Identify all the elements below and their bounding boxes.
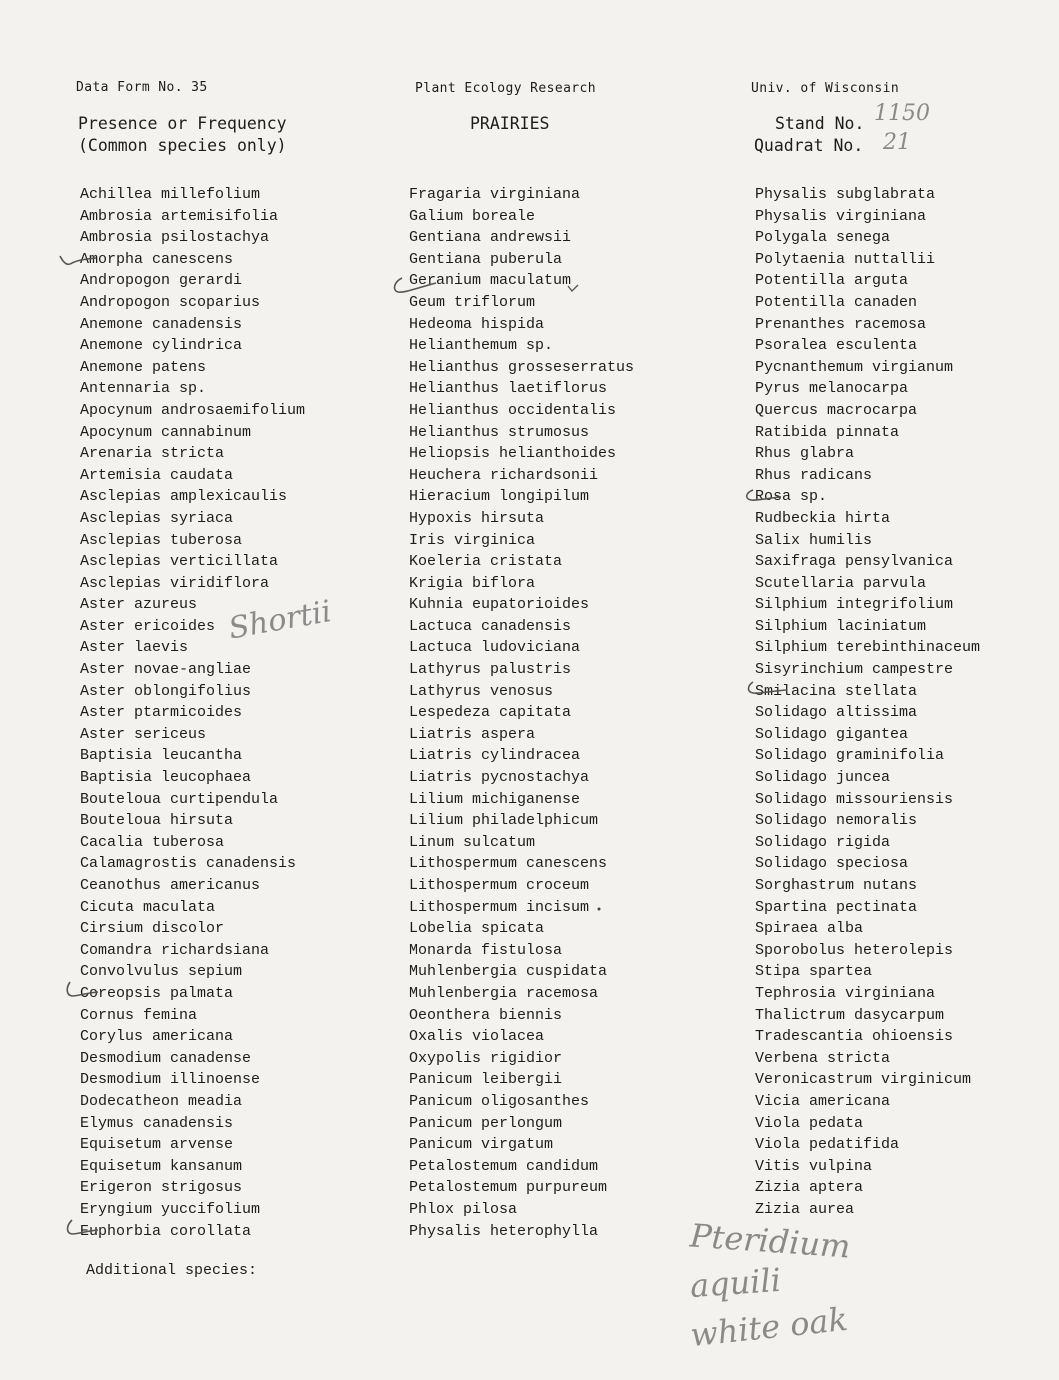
organization: Plant Ecology Research <box>415 81 596 96</box>
species-item: Aster laevis <box>80 639 189 657</box>
aster-handwritten-note: Shortii <box>226 594 335 647</box>
species-item: Helianthus occidentalis <box>409 401 617 419</box>
species-item: Artemisia caudata <box>80 466 234 484</box>
species-item: Convolvulus sepium <box>80 963 243 981</box>
species-item: Lespedeza capitata <box>409 704 572 722</box>
species-item: Lactuca canadensis <box>409 617 572 635</box>
checkmark-icon <box>743 487 783 505</box>
species-item: Aster novae-angliae <box>80 661 252 679</box>
species-item: Gentiana puberula <box>409 250 563 268</box>
dot-mark-icon <box>594 904 604 914</box>
species-item: Panicum oligosanthes <box>409 1092 590 1110</box>
species-item: Helianthemum sp. <box>409 337 554 355</box>
species-item: Solidago juncea <box>755 769 891 787</box>
species-item: Euphorbia corollata <box>80 1222 252 1240</box>
species-item: Solidago gigantea <box>755 725 909 743</box>
species-item: Muhlenbergia cuspidata <box>409 963 608 981</box>
species-item: Baptisia leucophaea <box>80 769 252 787</box>
species-item: Solidago speciosa <box>755 855 909 873</box>
species-item: Liatris aspera <box>409 725 536 743</box>
species-item: Anemone cylindrica <box>80 337 243 355</box>
species-item: Spiraea alba <box>755 920 864 938</box>
species-item: Helianthus grosseserratus <box>409 358 635 376</box>
species-item: Lobelia spicata <box>409 920 545 938</box>
species-item: Oxalis violacea <box>409 1028 545 1046</box>
species-item: Petalostemum candidum <box>409 1157 599 1175</box>
species-column-1 <box>80 184 305 1242</box>
species-item: Saxifraga pensylvanica <box>755 553 954 571</box>
checkmark-icon <box>64 980 100 1000</box>
species-item: Verbena stricta <box>755 1049 891 1067</box>
species-item: Cacalia tuberosa <box>80 833 225 851</box>
species-item: Elymus canadensis <box>80 1114 234 1132</box>
species-item: Pyrus melanocarpa <box>755 380 909 398</box>
form-number: Data Form No. 35 <box>76 80 208 95</box>
species-item: Lithospermum croceum <box>409 877 590 894</box>
stand-number-handwritten: 1150 <box>874 101 930 126</box>
species-item: Rhus radicans <box>755 466 873 484</box>
species-item: Physalis subglabrata <box>755 186 936 203</box>
species-item: Spartina pectinata <box>755 898 918 916</box>
species-item: Helianthus laetiflorus <box>409 380 608 398</box>
species-item: Galium boreale <box>409 207 536 225</box>
species-item: Andropogon scoparius <box>80 293 261 311</box>
species-item: Sporobolus heterolepis <box>755 941 954 959</box>
species-item: Lathyrus palustris <box>409 661 572 679</box>
species-item: Asclepias syriaca <box>80 509 234 527</box>
species-item: Muhlenbergia racemosa <box>409 984 599 1002</box>
species-item: Iris virginica <box>409 531 536 549</box>
species-item: Potentilla canaden <box>755 293 918 311</box>
species-item: Aster ptarmicoides <box>80 704 243 722</box>
species-item: Ambrosia artemisifolia <box>80 207 279 225</box>
species-item: Quercus macrocarpa <box>755 401 918 419</box>
species-item: Eryngium yuccifolium <box>80 1200 261 1218</box>
species-item: Solidago altissima <box>755 704 918 722</box>
species-item: Silphium laciniatum <box>755 617 927 635</box>
species-item: Bouteloua hirsuta <box>80 812 234 830</box>
species-item: Liatris pycnostachya <box>409 769 590 787</box>
species-item: Ratibida pinnata <box>755 423 900 441</box>
university: Univ. of Wisconsin <box>751 81 900 96</box>
species-column-2 <box>409 184 634 1242</box>
additional-species-label: Additional species: <box>86 1262 258 1279</box>
presence-label-line2: (Common species only) <box>78 136 287 155</box>
species-item: Viola pedata <box>755 1114 864 1132</box>
species-item: Asclepias viridiflora <box>80 574 270 592</box>
species-item: Anemone canadensis <box>80 315 243 333</box>
species-item: Aster sericeus <box>80 725 207 743</box>
species-item: Lathyrus venosus <box>409 682 554 700</box>
presence-label-line1: Presence or Frequency <box>78 114 287 133</box>
species-item: Zizia aptera <box>755 1179 864 1197</box>
species-item: Psoralea esculenta <box>755 337 918 355</box>
species-item: Antennaria sp. <box>80 380 207 398</box>
checkmark-icon <box>64 1218 100 1238</box>
quadrat-number-handwritten: 21 <box>883 130 911 155</box>
quadrat-label: Quadrat No. <box>754 136 864 155</box>
species-item: Baptisia leucantha <box>80 747 243 765</box>
species-item: Anemone patens <box>80 358 207 376</box>
species-item: Helianthus strumosus <box>409 423 590 441</box>
species-item: Physalis heterophylla <box>409 1222 599 1240</box>
species-item: Krigia biflora <box>409 574 536 592</box>
species-item: Smilacina stellata <box>755 682 918 700</box>
species-item: Cicuta maculata <box>80 898 216 916</box>
species-item: Salix humilis <box>755 531 873 549</box>
species-item: Zizia aurea <box>755 1200 855 1218</box>
species-item: Petalostemum purpureum <box>409 1179 608 1197</box>
species-item: Dodecatheon meadia <box>80 1092 243 1110</box>
species-item: Ceanothus americanus <box>80 877 261 894</box>
species-item: Heuchera richardsonii <box>409 466 599 484</box>
species-item: Phlox pilosa <box>409 1200 518 1218</box>
species-item: Lithospermum incisum <box>409 898 590 916</box>
species-item: Solidago rigida <box>755 833 891 851</box>
species-item: Cirsium discolor <box>80 920 225 938</box>
species-item: Scutellaria parvula <box>755 574 927 592</box>
species-item: Hypoxis hirsuta <box>409 509 545 527</box>
species-item: Lilium philadelphicum <box>409 812 599 830</box>
species-item: Gentiana andrewsii <box>409 229 572 247</box>
species-item: Thalictrum dasycarpum <box>755 1006 945 1024</box>
species-item: Solidago missouriensis <box>755 790 954 808</box>
stand-label: Stand No. <box>775 114 865 133</box>
species-item: Lactuca ludoviciana <box>409 639 581 657</box>
species-item: Lilium michiganense <box>409 790 581 808</box>
species-item: Andropogon gerardi <box>80 272 243 290</box>
species-item: Monarda fistulosa <box>409 941 563 959</box>
species-item: Panicum perlongum <box>409 1114 563 1132</box>
species-item: Asclepias verticillata <box>80 553 279 571</box>
species-item: Potentilla arguta <box>755 272 909 290</box>
form-title: PRAIRIES <box>470 114 550 133</box>
species-item: Vitis vulpina <box>755 1157 873 1175</box>
species-column-3 <box>755 184 980 1221</box>
species-item: Fragaria virginiana <box>409 186 581 203</box>
species-item: Solidago nemoralis <box>755 812 918 830</box>
species-item: Polytaenia nuttallii <box>755 250 936 268</box>
species-item: Veronicastrum virginicum <box>755 1071 972 1089</box>
checkmark-icon <box>745 680 789 698</box>
species-item: Hieracium longipilum <box>409 488 590 506</box>
species-item: Bouteloua curtipendula <box>80 790 279 808</box>
species-item: Liatris cylindracea <box>409 747 581 765</box>
species-item: Lithospermum canescens <box>409 855 608 873</box>
species-item: Cornus femina <box>80 1006 198 1024</box>
species-item: Rudbeckia hirta <box>755 509 891 527</box>
species-item: Sorghastrum nutans <box>755 877 918 894</box>
species-item: Rhus glabra <box>755 445 855 463</box>
species-item: Oeonthera biennis <box>409 1006 563 1024</box>
species-item: Viola pedatifida <box>755 1136 900 1154</box>
species-item: Amorpha canescens <box>80 250 234 268</box>
species-item: Linum sulcatum <box>409 833 536 851</box>
species-item: Aster azureus <box>80 596 198 614</box>
species-item: Stipa spartea <box>755 963 873 981</box>
species-item: Koeleria cristata <box>409 553 563 571</box>
species-item: Equisetum arvense <box>80 1136 234 1154</box>
species-item: Comandra richardsiana <box>80 941 270 959</box>
species-item: Silphium integrifolium <box>755 596 954 614</box>
additional-handwritten-line3: white oak <box>688 1299 850 1355</box>
species-item: Achillea millefolium <box>80 186 261 203</box>
checkmark-icon <box>58 250 98 270</box>
species-item: Kuhnia eupatorioides <box>409 596 590 614</box>
species-item: Equisetum kansanum <box>80 1157 243 1175</box>
species-item: Vicia americana <box>755 1092 891 1110</box>
species-item: Geranium maculatum <box>409 272 572 290</box>
additional-handwritten-line1: Pteridium <box>688 1216 852 1266</box>
species-item: Heliopsis helianthoides <box>409 445 617 463</box>
species-item: Aster ericoides <box>80 617 216 635</box>
species-item: Arenaria stricta <box>80 445 225 463</box>
species-item: Tradescantia ohioensis <box>755 1028 954 1046</box>
species-item: Sisyrinchium campestre <box>755 661 954 679</box>
species-item: Hedeoma hispida <box>409 315 545 333</box>
species-item: Coreopsis palmata <box>80 984 234 1002</box>
checkmark-icon <box>566 282 580 294</box>
species-item: Panicum leibergii <box>409 1071 563 1089</box>
species-item: Solidago graminifolia <box>755 747 945 765</box>
checkmark-icon <box>390 274 440 296</box>
species-item: Physalis virginiana <box>755 207 927 225</box>
species-item: Pycnanthemum virgianum <box>755 358 954 376</box>
species-item: Tephrosia virginiana <box>755 984 936 1002</box>
species-item: Apocynum androsaemifolium <box>80 401 306 419</box>
species-item: Silphium terebinthinaceum <box>755 639 981 657</box>
species-item: Prenanthes racemosa <box>755 315 927 333</box>
species-item: Geum triflorum <box>409 293 536 311</box>
species-item: Polygala senega <box>755 229 891 247</box>
species-item: Erigeron strigosus <box>80 1179 243 1197</box>
species-item: Calamagrostis canadensis <box>80 855 297 873</box>
species-item: Desmodium illinoense <box>80 1071 261 1089</box>
species-item: Ambrosia psilostachya <box>80 229 270 247</box>
species-item: Asclepias amplexicaulis <box>80 488 288 506</box>
species-item: Rosa sp. <box>755 488 828 506</box>
species-item: Aster oblongifolius <box>80 682 252 700</box>
additional-handwritten-line2: aquili <box>688 1260 783 1306</box>
species-item: Asclepias tuberosa <box>80 531 243 549</box>
species-item: Oxypolis rigidior <box>409 1049 563 1067</box>
species-item: Corylus americana <box>80 1028 234 1046</box>
species-item: Panicum virgatum <box>409 1136 554 1154</box>
species-item: Apocynum cannabinum <box>80 423 252 441</box>
species-item: Desmodium canadense <box>80 1049 252 1067</box>
